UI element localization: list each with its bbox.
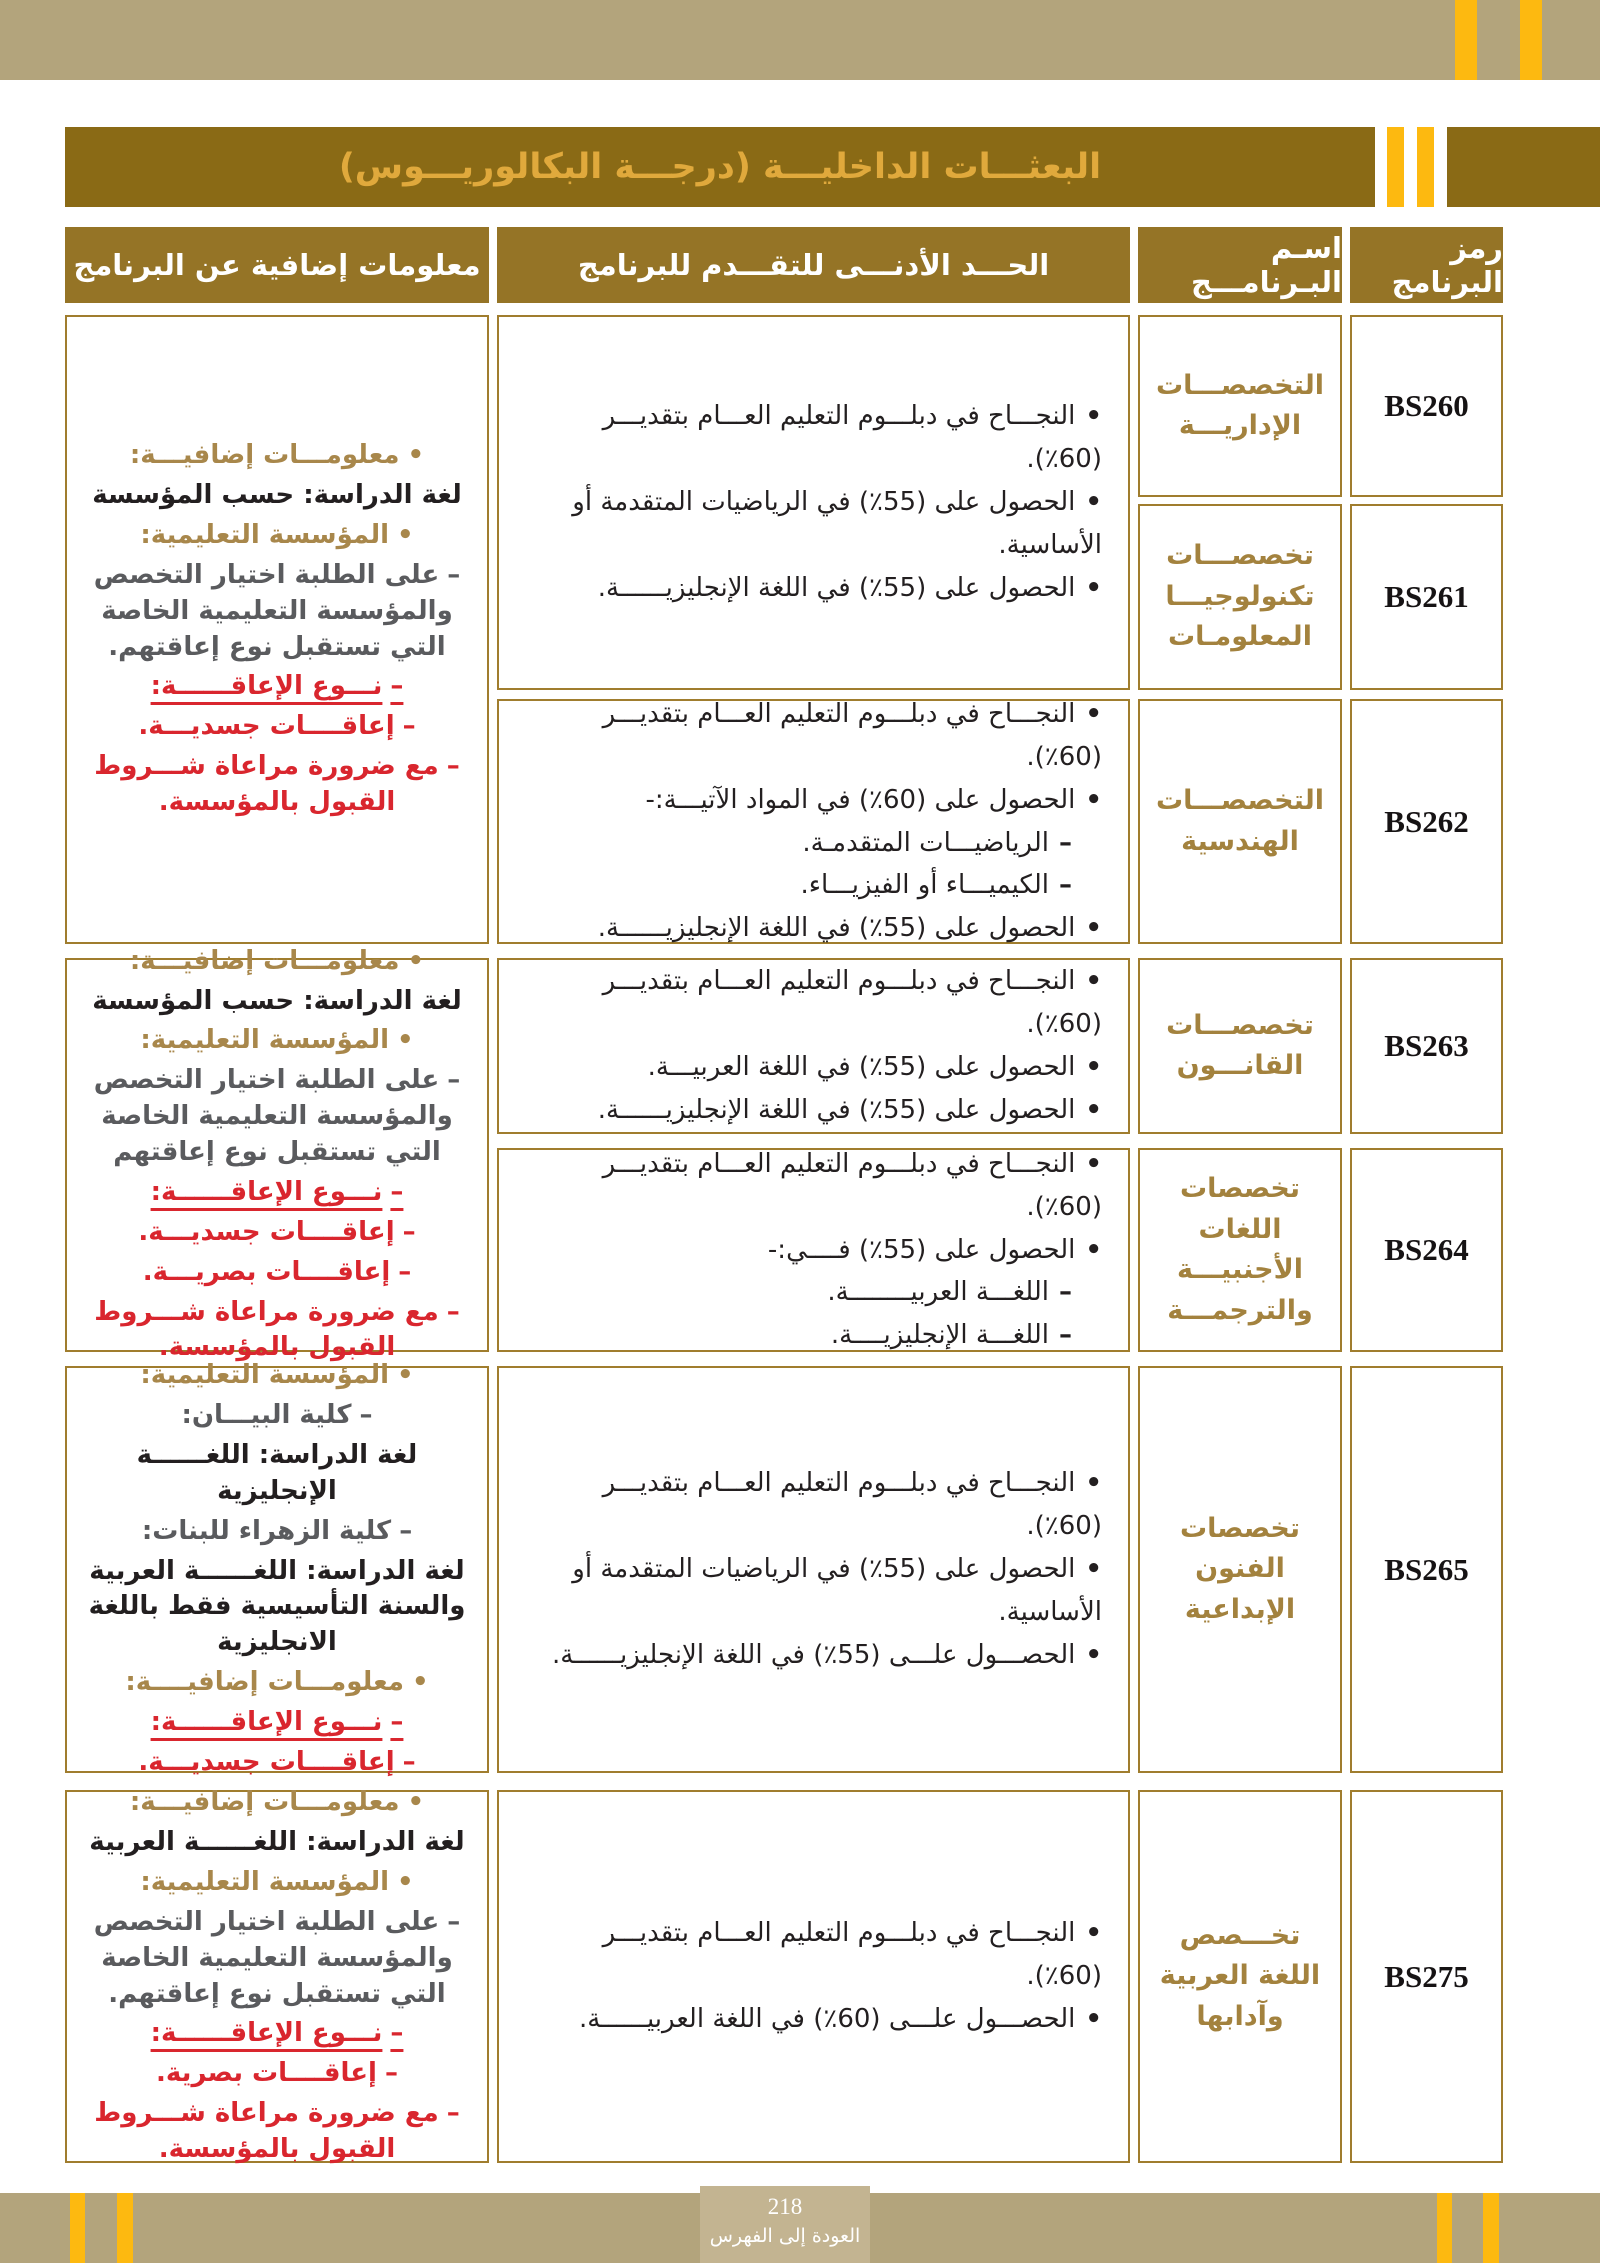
info-line: لغة الدراسة: اللغــــــة الإنجليزية — [136, 1439, 418, 1506]
dash-icon: – — [446, 2098, 460, 2129]
page-number: 218 — [767, 2194, 803, 2219]
bullet-icon: • — [1085, 1234, 1102, 1265]
dash-icon: – — [1059, 1320, 1072, 1351]
info-line: •معلومـــات إضافيـــة: — [129, 1787, 425, 1818]
code-cell-bs262: BS262 — [1350, 699, 1503, 944]
info-line: •المؤسسة التعليمية: — [140, 1866, 414, 1897]
bullet-icon: • — [407, 945, 425, 976]
dash-icon: – — [447, 1065, 461, 1096]
info-line: –إعاقــــات جسديـــة. — [138, 1746, 416, 1777]
dash-icon: – — [390, 671, 404, 702]
requirements-cell-bs264 — [497, 1148, 1130, 1352]
name-cell-bs264: تخصصات اللغات الأجنبيـــة والترجمـــة — [1138, 1148, 1342, 1352]
info-line: •معلومـــات إضافيــــة: — [125, 1667, 429, 1698]
info-line: •المؤسسة التعليمية: — [140, 1025, 414, 1056]
code-cell-bs275: BS275 — [1350, 1790, 1503, 2163]
requirement-line: •الحصـــول علـــى (55٪) في اللغة الإنجليزيــــــة. — [552, 1639, 1102, 1670]
requirement-line: •الحصول على (55٪) في اللغة الإنجليزيــــــة. — [597, 1094, 1102, 1125]
info-line: •المؤسسة التعليمية: — [140, 519, 414, 550]
info-cell-bs275 — [65, 1787, 489, 2164]
dash-icon: – — [399, 1515, 413, 1546]
info-line: –كلية البيـــان: — [181, 1400, 373, 1431]
info-line: –مع ضرورة مراعاة شـــروط القبول بالمؤسسة. — [94, 2098, 460, 2164]
bullet-icon: • — [397, 519, 414, 550]
footer-yellow-stripe-right-2 — [1483, 2193, 1499, 2263]
bullet-icon: • — [397, 1360, 414, 1391]
info-line: –مع ضرورة مراعاة شـــروط القبول بالمؤسسة. — [94, 751, 460, 817]
info-line: –مع ضرورة مراعاة شـــروط القبول بالمؤسسة. — [94, 1296, 460, 1363]
name-cell-bs265: تخصصات الفنون الإبداعية — [1138, 1366, 1342, 1773]
code-cell-bs260: BS260 — [1350, 315, 1503, 497]
footer-page-tab — [700, 2186, 870, 2263]
requirement-line: •الحصول على (55٪) في اللغة الإنجليزيــــــة. — [597, 913, 1102, 944]
code-cell-bs263: BS263 — [1350, 958, 1503, 1134]
info-cell-bs265 — [65, 1360, 489, 1777]
info-line: –إعاقــــات جسديـــة. — [138, 711, 416, 742]
requirements-cell-bs263 — [497, 958, 1130, 1134]
bullet-icon: • — [1085, 401, 1102, 432]
requirement-line: •الحصول على (55٪) في اللغة العربيـــة. — [647, 1052, 1102, 1082]
requirement-line: •الحصـــول علـــى (60٪) في اللغة العربيــــــة. — [579, 2003, 1102, 2034]
top-band-yellow-stripe-2 — [1520, 0, 1542, 80]
dash-icon: – — [1059, 870, 1072, 901]
info-line: –نـــوع الإعاقــــــة: — [150, 1176, 404, 1207]
info-line: –على الطلبة اختيار التخصص والمؤسسة التعليمية الخاصة التي تستقبل نوع إعاقتهم. — [93, 559, 461, 662]
requirements-cell-bs275 — [497, 1790, 1130, 2163]
info-line: –نـــوع الإعاقــــــة: — [150, 2018, 404, 2049]
info-line: •معلومـــات إضافيـــة: — [129, 440, 425, 471]
bullet-icon: • — [1085, 1918, 1102, 1949]
info-line: –كلية الزهراء للبنات: — [141, 1515, 413, 1546]
bullet-icon: • — [397, 1025, 414, 1056]
code-cell-bs265: BS265 — [1350, 1366, 1503, 1773]
requirement-line: •النجـــاح في دبلـــوم التعليم العـــام بتقديـــر (60٪). — [602, 1918, 1102, 1992]
dash-icon: – — [447, 559, 461, 590]
info-cell-group1 — [65, 315, 489, 944]
footer-yellow-stripe-right-1 — [1437, 2193, 1452, 2263]
dash-icon: – — [446, 751, 460, 782]
title-bar-right-block — [1447, 127, 1600, 207]
requirement-line: •النجـــاح في دبلـــوم التعليم العـــام بتقديـــر (60٪). — [602, 966, 1102, 1040]
code-cell-bs261: BS261 — [1350, 504, 1503, 690]
requirement-line: –الكيميـــاء أو الفيزيـــاء. — [800, 870, 1072, 901]
dash-icon: – — [402, 1216, 416, 1247]
requirement-line: •النجـــاح في دبلـــوم التعليم العـــام بتقديـــر (60٪). — [602, 1148, 1102, 1222]
requirement-line: •الحصول على (55٪) فــــي:- — [767, 1234, 1102, 1265]
bullet-icon: • — [1085, 698, 1102, 729]
info-line: –على الطلبة اختيار التخصص والمؤسسة التعليمية الخاصة التي تستقبل نوع إعاقتهم — [93, 1065, 461, 1168]
requirement-line: •النجـــاح في دبلـــوم التعليم العـــام بتقديـــر (60٪). — [602, 698, 1102, 772]
title-yellow-stripe-1 — [1387, 127, 1404, 207]
requirements-cell-bs262 — [497, 699, 1130, 944]
dash-icon: – — [447, 1906, 461, 1937]
page-title: البعثـــات الداخليـــة (درجـــة البكالوريـــوس) — [338, 147, 1102, 187]
footer-yellow-stripe-left-2 — [117, 2193, 133, 2263]
title-bar — [65, 127, 1375, 207]
info-line: •المؤسسة التعليمية: — [140, 1360, 414, 1391]
header-cell-requirements: الحـــد الأدنـــى للتقـــدم للبرنامج — [497, 227, 1130, 303]
bullet-icon: • — [411, 1667, 429, 1698]
requirement-line: •الحصول على (60٪) في المواد الآتيـــة:- — [645, 784, 1102, 815]
requirement-line: •الحصول على (55٪) في اللغة الإنجليزيــــــة. — [597, 572, 1102, 603]
dash-icon: – — [446, 1296, 460, 1327]
info-line: –على الطلبة اختيار التخصص والمؤسسة التعليمية الخاصة التي تستقبل نوع إعاقتهم. — [93, 1906, 461, 2009]
name-cell-bs275: تخـــصص اللغة العربية وآدابها — [1138, 1790, 1342, 2163]
bullet-icon: • — [397, 1866, 414, 1897]
info-line: –إعاقــــات جسديـــة. — [138, 1216, 416, 1247]
requirement-line: •النجـــاح في دبلـــوم التعليم العـــام بتقديـــر (60٪). — [602, 1468, 1102, 1542]
bullet-icon: • — [407, 1787, 425, 1818]
bullet-icon: • — [1085, 2003, 1102, 2034]
requirement-line: –اللغـــة العربيــــــــة. — [827, 1277, 1072, 1308]
bullet-icon: • — [407, 440, 425, 471]
requirement-line: •الحصول على (55٪) في الرياضيات المتقدمة أو الأساسية. — [572, 1554, 1102, 1627]
name-cell-bs262: التخصصـــات الهندسية — [1138, 699, 1342, 944]
requirements-cell-bs265 — [497, 1366, 1130, 1773]
name-cell-bs261: تخصصـــات تكنولوجيـــا المعلومـات — [1138, 504, 1342, 690]
info-line: –نـــوع الإعاقــــــة: — [150, 671, 404, 702]
bullet-icon: • — [1085, 966, 1102, 997]
info-line: لغة الدراسة: حسب المؤسسة — [92, 985, 462, 1016]
code-cell-bs264: BS264 — [1350, 1148, 1503, 1352]
bullet-icon: • — [1085, 913, 1102, 944]
requirement-line: –اللغـــة الإنجليزيــــة. — [830, 1320, 1072, 1351]
dash-icon: – — [398, 1256, 412, 1287]
name-cell-bs263: تخصصـــات القانـــون — [1138, 958, 1342, 1134]
info-line: لغة الدراسة: اللغــــــة العربية — [89, 1827, 465, 1857]
footer-yellow-stripe-left-1 — [70, 2193, 85, 2263]
requirement-line: •الحصول على (55٪) في الرياضيات المتقدمة أو الأساسية. — [572, 487, 1102, 560]
bullet-icon: • — [1085, 1052, 1102, 1082]
dash-icon: – — [402, 1746, 416, 1777]
title-yellow-stripe-2 — [1417, 127, 1434, 207]
requirement-line: •النجـــاح في دبلـــوم التعليم العـــام بتقديـــر (60٪). — [602, 401, 1102, 475]
name-cell-bs260: التخصصـــات الإداريـــة — [1138, 315, 1342, 497]
header-cell-additional-info: معلومات إضافية عن البرنامج — [65, 227, 489, 303]
dash-icon: – — [359, 1400, 373, 1431]
bullet-icon: • — [1085, 1468, 1102, 1499]
info-line: لغة الدراسة: اللغــــــة العربية والسنة التأسيسية فقط باللغة الانجليزية — [88, 1555, 466, 1658]
dash-icon: – — [390, 1707, 404, 1738]
dash-icon: – — [390, 2018, 404, 2049]
info-cell-group2 — [65, 945, 489, 1363]
back-to-index-link[interactable]: العودة إلى الفهرس — [709, 2225, 861, 2247]
dash-icon: – — [390, 1176, 404, 1207]
info-line: –نـــوع الإعاقــــــة: — [150, 1707, 404, 1738]
info-line: –إعاقــــات بصريـــة. — [142, 1256, 412, 1287]
bullet-icon: • — [1085, 1639, 1102, 1670]
bullet-icon: • — [1085, 1554, 1102, 1585]
dash-icon: – — [1059, 827, 1072, 858]
requirements-cell-bs260-bs261 — [497, 315, 1130, 690]
bullet-icon: • — [1085, 1094, 1102, 1125]
dash-icon: – — [1059, 1277, 1072, 1308]
info-line: •معلومـــات إضافيـــة: — [129, 945, 425, 976]
top-decorative-band — [0, 0, 1600, 80]
dash-icon: – — [384, 2058, 398, 2089]
top-band-yellow-stripe-1 — [1455, 0, 1477, 80]
bullet-icon: • — [1085, 1148, 1102, 1179]
info-line: لغة الدراسة: حسب المؤسسة — [92, 480, 462, 510]
requirement-line: –الرياضيـــات المتقدمـة. — [802, 827, 1072, 858]
bullet-icon: • — [1085, 487, 1102, 518]
dash-icon: – — [402, 711, 416, 742]
bullet-icon: • — [1085, 784, 1102, 815]
header-cell-program-name: اسـم البـرنامـــج — [1138, 227, 1342, 303]
header-cell-program-code: رمز البرنامج — [1350, 227, 1503, 303]
info-line: –إعاقــــات بصرية. — [156, 2058, 398, 2089]
bullet-icon: • — [1085, 572, 1102, 603]
